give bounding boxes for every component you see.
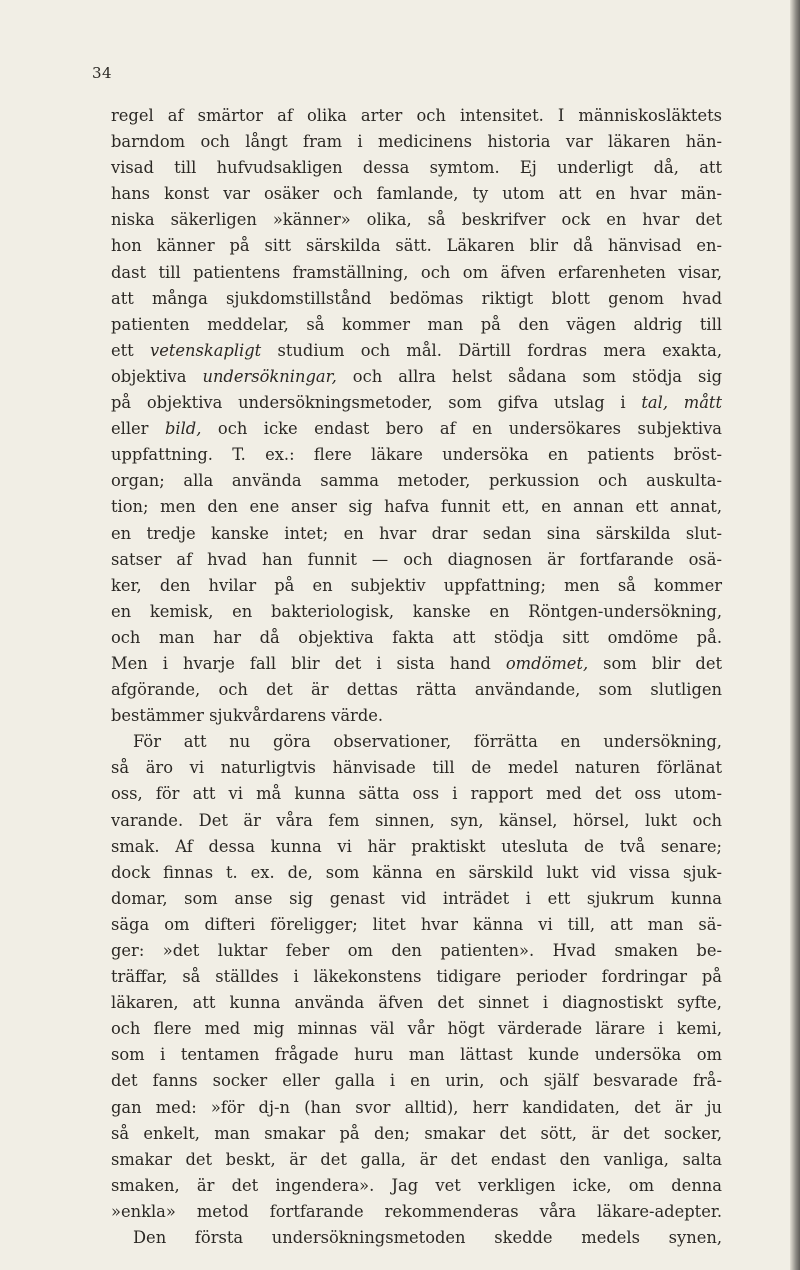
emphasis-text: vetenskapligt xyxy=(150,340,262,360)
text-line: en tredje kanske intet; en hvar drar sedan sina särskilda slut- xyxy=(111,523,722,543)
text-line: patienten meddelar, så kommer man på den vägen aldrig till xyxy=(111,314,722,334)
text-line: satser af hvad han funnit — och diagnosen är fortfarande osä- xyxy=(111,549,722,569)
text-line: så äro vi naturligtvis hänvisade till de medel naturen förlänat xyxy=(111,758,722,778)
body-text xyxy=(111,103,722,1251)
text-run: som blir det xyxy=(588,653,722,673)
emphasis-text: undersökningar, xyxy=(202,366,337,386)
text-line: smak. Af dessa kunna vi här praktiskt utesluta de två senare; xyxy=(111,836,722,856)
text-run: objektiva xyxy=(111,366,203,386)
text-line: dast till patientens framställning, och om äfven erfarenheten visar, xyxy=(111,262,722,282)
text-line: ger: »det luktar feber om den patienten». Hvad smaken be- xyxy=(111,941,722,960)
text-line: organ; alla använda samma metoder, perkussion och auskulta- xyxy=(111,471,722,491)
text-line: niska säkerligen »känner» olika, så beskrifver ock en hvar det xyxy=(111,210,722,230)
text-line: visad till hufvudsakligen dessa symtom. Ej underligt då, att xyxy=(111,158,722,178)
text-line: dock finnas t. ex. de, som känna en särskild lukt vid vissa sjuk- xyxy=(111,862,722,882)
text-run: och icke endast bero af en undersökares subjektiva xyxy=(201,419,722,439)
text-line: domar, som anse sig genast vid inträdet i ett sjukrum kunna xyxy=(111,888,722,908)
text-line: så enkelt, man smakar på den; smakar det sött, är det socker, xyxy=(111,1123,722,1143)
text-run: ett xyxy=(111,340,150,360)
text-line: tion; men den ene anser sig hafva funnit ett, en annan ett annat, xyxy=(111,497,722,517)
text-line: säga om difteri föreligger; litet hvar känna vi till, att man sä- xyxy=(111,914,722,934)
text-line: ker, den hvilar på en subjektiv uppfattning; men så kommer xyxy=(111,575,722,595)
text-line xyxy=(111,390,722,416)
text-line: läkaren, att kunna använda äfven det sinnet i diagnostiskt syfte, xyxy=(111,993,722,1013)
text-line: hans konst var osäker och famlande, ty utom att en hvar män- xyxy=(111,184,722,204)
text-line: För att nu göra observationer, förrätta en undersökning, xyxy=(133,732,722,752)
text-line: som i tentamen frågade huru man lättast kunde undersöka om xyxy=(111,1045,722,1065)
text-line: »enkla» metod fortfarande rekommenderas våra läkare-adepter. xyxy=(111,1201,722,1221)
text-run: på objektiva undersökningsmetoder, som gifva utslag i xyxy=(111,393,642,413)
text-line: barndom och långt fram i medicinens historia var läkaren hän- xyxy=(111,132,722,152)
text-line xyxy=(111,651,722,677)
text-run: och allra helst sådana som stödja sig xyxy=(336,366,722,386)
text-run: eller xyxy=(111,419,165,439)
text-line xyxy=(111,338,722,364)
text-line: det fanns socker eller galla i en urin, och själf besvarade frå- xyxy=(111,1071,722,1091)
text-line: uppfattning. T. ex.: flere läkare undersöka en patients bröst- xyxy=(111,445,722,465)
page-edge-shadow xyxy=(790,0,800,1270)
text-line: bestämmer sjukvårdarens värde. xyxy=(111,706,384,726)
text-line: oss, för att vi må kunna sätta oss i rapport med det oss utom- xyxy=(111,784,722,804)
text-line: träffar, så ställdes i läkekonstens tidigare perioder fordringar på xyxy=(111,967,722,987)
emphasis-text: tal, mått xyxy=(641,393,722,413)
text-line: Den första undersökningsmetoden skedde medels synen, xyxy=(133,1228,722,1248)
text-line: afgörande, och det är dettas rätta användande, som slutligen xyxy=(111,680,722,700)
text-line: smakar det beskt, är det galla, är det endast den vanliga, salta xyxy=(111,1149,722,1169)
emphasis-text: omdömet, xyxy=(505,653,589,673)
text-line: regel af smärtor af olika arter och intensitet. I människosläktets xyxy=(111,106,722,125)
text-line: och man har då objektiva fakta att stödja sitt omdöme på. xyxy=(111,627,722,647)
text-line: smaken, är det ingendera». Jag vet verkligen icke, om denna xyxy=(111,1175,722,1195)
text-line: varande. Det är våra fem sinnen, syn, känsel, hörsel, lukt och xyxy=(111,810,722,830)
emphasis-text: bild, xyxy=(164,419,202,439)
text-line: att många sjukdomstillstånd bedömas riktigt blott genom hvad xyxy=(111,288,722,308)
text-line xyxy=(111,364,722,390)
text-line: och flere med mig minnas väl vår högt värderade lärare i kemi, xyxy=(111,1019,722,1039)
text-line: hon känner på sitt särskilda sätt. Läkaren blir då hänvisad en- xyxy=(111,236,722,256)
page-number: 34 xyxy=(92,64,113,82)
text-line: gan med: »för dj-n (han svor alltid), herr kandidaten, det är ju xyxy=(111,1097,722,1117)
text-run: studium och mål. Därtill fordras mera exakta, xyxy=(261,340,722,360)
text-run: Men i hvarje fall blir det i sista hand xyxy=(111,653,506,673)
text-line xyxy=(111,416,722,442)
text-line: en kemisk, en bakteriologisk, kanske en Röntgen-undersökning, xyxy=(111,601,722,621)
